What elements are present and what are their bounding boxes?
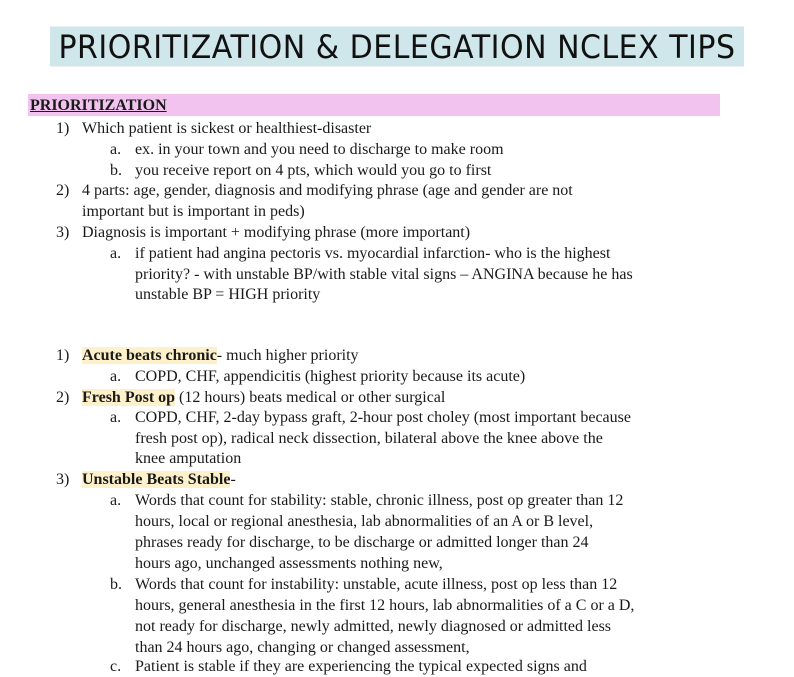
list-number: 1) <box>56 120 70 137</box>
list-number: 3) <box>56 224 70 241</box>
list-item: 4 parts: age, gender, diagnosis and modifying phrase (age and gender are not <box>82 182 573 199</box>
list-item-continuation: hours, general anesthesia in the first 12 hours, lab abnormalities of a C or a D, <box>135 597 635 614</box>
highlighted-phrase: Fresh Post op <box>82 389 176 406</box>
list-item: if patient had angina pectoris vs. myocardial infarction- who is the highest <box>135 245 611 262</box>
list-item: ex. in your town and you need to discharge to make room <box>135 141 504 158</box>
list-item: Patient is stable if they are experiencing the typical expected signs and <box>135 658 587 675</box>
list-number: 1) <box>56 347 70 364</box>
list-item: Diagnosis is important + modifying phrase (more important) <box>82 224 471 241</box>
list-item: COPD, CHF, 2-day bypass graft, 2-hour post choley (most important because <box>135 409 631 426</box>
list-item-rest: - <box>230 471 236 488</box>
list-item-continuation: than 24 hours ago, changing or changed assessment, <box>135 639 470 656</box>
list-letter: b. <box>110 576 122 593</box>
list-letter: a. <box>110 245 122 262</box>
list-item-acute <box>82 346 359 366</box>
highlighted-phrase: Acute beats chronic <box>82 347 217 364</box>
list-item: Which patient is sickest or healthiest-disaster <box>82 120 372 137</box>
list-item-unstable <box>82 470 236 490</box>
list-item-continuation: unstable BP = HIGH priority <box>135 286 321 303</box>
list-item: Words that count for instability: unstable, acute illness, post op less than 12 <box>135 576 618 593</box>
list-item: Words that count for stability: stable, chronic illness, post op greater than 12 <box>135 492 624 509</box>
highlighted-phrase: Unstable Beats Stable <box>82 471 231 488</box>
list-letter: a. <box>110 368 122 385</box>
document-title: PRIORITIZATION & DELEGATION NCLEX TIPS <box>50 27 743 67</box>
list-item-post-op <box>82 388 445 408</box>
list-item-continuation: knee amputation <box>135 450 242 467</box>
list-item-rest: (12 hours) beats medical or other surgical <box>175 389 446 406</box>
list-letter: a. <box>110 141 122 158</box>
list-item-rest: - much higher priority <box>216 347 359 364</box>
list-letter: b. <box>110 162 122 179</box>
list-letter: c. <box>110 658 122 675</box>
document-title-wrap <box>0 28 794 65</box>
list-letter: a. <box>110 492 122 509</box>
list-item: you receive report on 4 pts, which would you go to first <box>135 162 492 179</box>
list-number: 2) <box>56 389 70 406</box>
list-number: 3) <box>56 471 70 488</box>
list-number: 2) <box>56 182 70 199</box>
list-letter: a. <box>110 409 122 426</box>
section-heading: PRIORITIZATION <box>30 97 167 114</box>
list-item-continuation: fresh post op), radical neck dissection, bilateral above the knee above the <box>135 430 603 447</box>
list-item-continuation: hours ago, unchanged assessments nothing new, <box>135 555 443 572</box>
list-item: COPD, CHF, appendicitis (highest priority because its acute) <box>135 368 526 385</box>
list-item-continuation: phrases ready for discharge, to be discharge or admitted longer than 24 <box>135 534 589 551</box>
list-item-continuation: important but is important in peds) <box>82 203 305 220</box>
list-item-continuation: not ready for discharge, newly admitted, newly diagnosed or admitted less <box>135 618 612 635</box>
list-item-continuation: hours, local or regional anesthesia, lab abnormalities of an A or B level, <box>135 513 594 530</box>
list-item-continuation: priority? - with unstable BP/with stable vital signs – ANGINA because he has <box>135 266 633 283</box>
